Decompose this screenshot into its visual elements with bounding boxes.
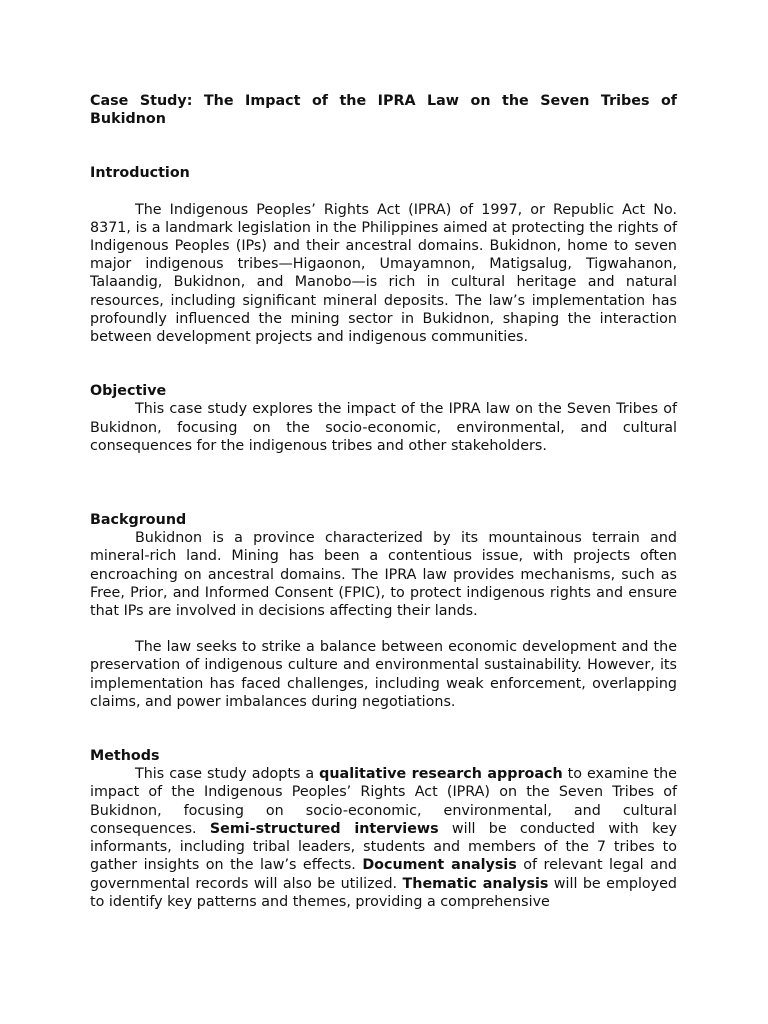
methods-bold-document-analysis: Document analysis bbox=[362, 857, 517, 874]
objective-paragraph: This case study explores the impact of the IPRA law on the Seven Tribes of Bukidnon, focusing on the socio-economic, environmental, and cultural consequences for the indigenous tribes and other stakeholders. bbox=[90, 401, 677, 454]
methods-bold-thematic: Thematic analysis bbox=[402, 875, 549, 892]
background-paragraph-2: The law seeks to strike a balance between economic development and the preservation of indigenous culture and environmental sustainability. However, its implementation has faced challenges, including weak enforcement, overlapping claims, and power imbalances during negotiations. bbox=[90, 639, 677, 710]
methods-bold-interviews: Semi-structured interviews bbox=[209, 820, 439, 837]
document-page bbox=[90, 92, 677, 911]
objective-heading: Objective bbox=[90, 383, 167, 400]
methods-paragraph bbox=[90, 765, 677, 911]
methods-text-1: This case study adopts a bbox=[135, 766, 320, 783]
background-heading: Background bbox=[90, 512, 187, 529]
document-title: Case Study: The Impact of the IPRA Law on the Seven Tribes of Bukidnon bbox=[90, 93, 677, 128]
methods-text-2: to examine the impact of the Indigenous Peoples’ Rights Act (IPRA) on the Seven Tribes of Bukidnon, focusing on socio-economic, environmental, and cultural consequences. bbox=[90, 766, 677, 837]
methods-text-4: of relevant legal and governmental records will also be utilized. bbox=[90, 857, 677, 892]
methods-bold-qualitative: qualitative research approach bbox=[319, 766, 563, 783]
background-paragraph-1: Bukidnon is a province characterized by its mountainous terrain and mineral-rich land. Mining has been a contentious issue, with projects often encroaching on ancestral domains. The IPRA law provides mechanisms, such as Free, Prior, and Informed Consent (FPIC), to protect indigenous rights and ensure that IPs are involved in decisions affecting their lands. bbox=[90, 530, 677, 620]
methods-heading: Methods bbox=[90, 748, 160, 765]
methods-text-3: will be conducted with key informants, including tribal leaders, students and members of the 7 tribes to gather insights on the law’s effects. bbox=[90, 820, 677, 874]
methods-text-5: will be employed to identify key patterns and themes, providing a comprehensive bbox=[90, 875, 677, 910]
introduction-paragraph: The Indigenous Peoples’ Rights Act (IPRA) of 1997, or Republic Act No. 8371, is a landmark legislation in the Philippines aimed at protecting the rights of Indigenous Peoples (IPs) and their ancestral domains. Bukidnon, home to seven major indigenous tribes—Higaonon, Umayamnon, Matigsalug, Tigwahanon, Talaandig, Bukidnon, and Manobo—is rich in cultural heritage and natural resources, including significant mineral deposits. The law’s implementation has profoundly influenced the mining sector in Bukidnon, shaping the interaction between development projects and indigenous communities. bbox=[90, 201, 677, 346]
introduction-heading: Introduction bbox=[90, 165, 190, 182]
